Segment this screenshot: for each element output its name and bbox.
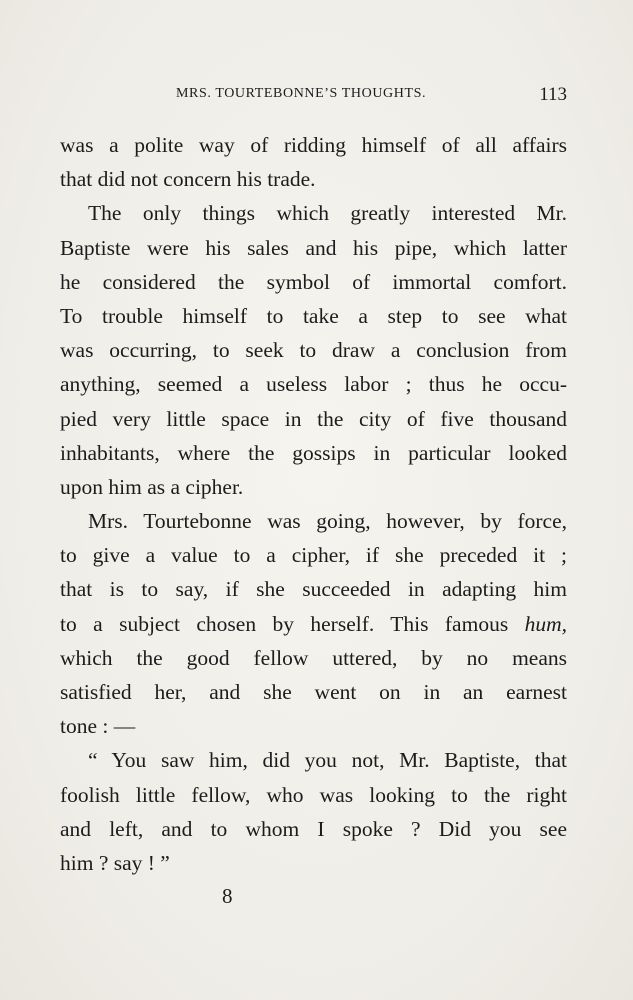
text-line: that is to say, if she succeeded in adapting him	[60, 577, 567, 602]
text-line: inhabitants, where the gossips in particular looked	[60, 440, 567, 465]
page-header	[60, 86, 567, 112]
text-line: to give a value to a cipher, if she preceded it ;	[60, 543, 567, 568]
text-line: satisfied her, and she went on in an earnest	[60, 680, 567, 704]
signature-mark: 8	[222, 884, 233, 908]
text-segment: to a subject chosen by herself. This famous	[60, 611, 525, 636]
text-line: “ You saw him, did you not, Mr. Baptiste, that	[88, 748, 567, 773]
text-line: To trouble himself to take a step to see what	[60, 303, 567, 328]
text-line: was a polite way of ridding himself of all affairs	[60, 133, 567, 157]
text-line: him ? say ! ”	[60, 850, 170, 875]
text-line: was occurring, to seek to draw a conclusion from	[60, 338, 567, 363]
text-line: which the good fellow uttered, by no means	[60, 645, 567, 670]
text-line: he considered the symbol of immortal comfort.	[60, 269, 567, 294]
text-line: and left, and to whom I spoke ? Did you see	[60, 816, 567, 841]
italic-word: hum,	[524, 611, 567, 636]
text-line: upon him as a cipher.	[60, 474, 244, 499]
text-line: that did not concern his trade.	[60, 167, 316, 192]
text-line: anything, seemed a useless labor ; thus he occu-	[60, 372, 567, 397]
text-line: tone : —	[60, 714, 136, 739]
page-number: 113	[539, 84, 567, 105]
text-line: Mrs. Tourtebonne was going, however, by force,	[88, 509, 567, 534]
text-line-with-italic	[60, 607, 567, 641]
running-head: MRS. TOURTEBONNE’S THOUGHTS.	[176, 86, 427, 101]
text-line: foolish little fellow, who was looking to the right	[60, 782, 567, 807]
text-line: pied very little space in the city of five thousand	[60, 406, 567, 431]
text-line: The only things which greatly interested Mr.	[88, 201, 567, 226]
body-text	[60, 128, 567, 880]
text-line: Baptiste were his sales and his pipe, which latter	[60, 235, 567, 260]
